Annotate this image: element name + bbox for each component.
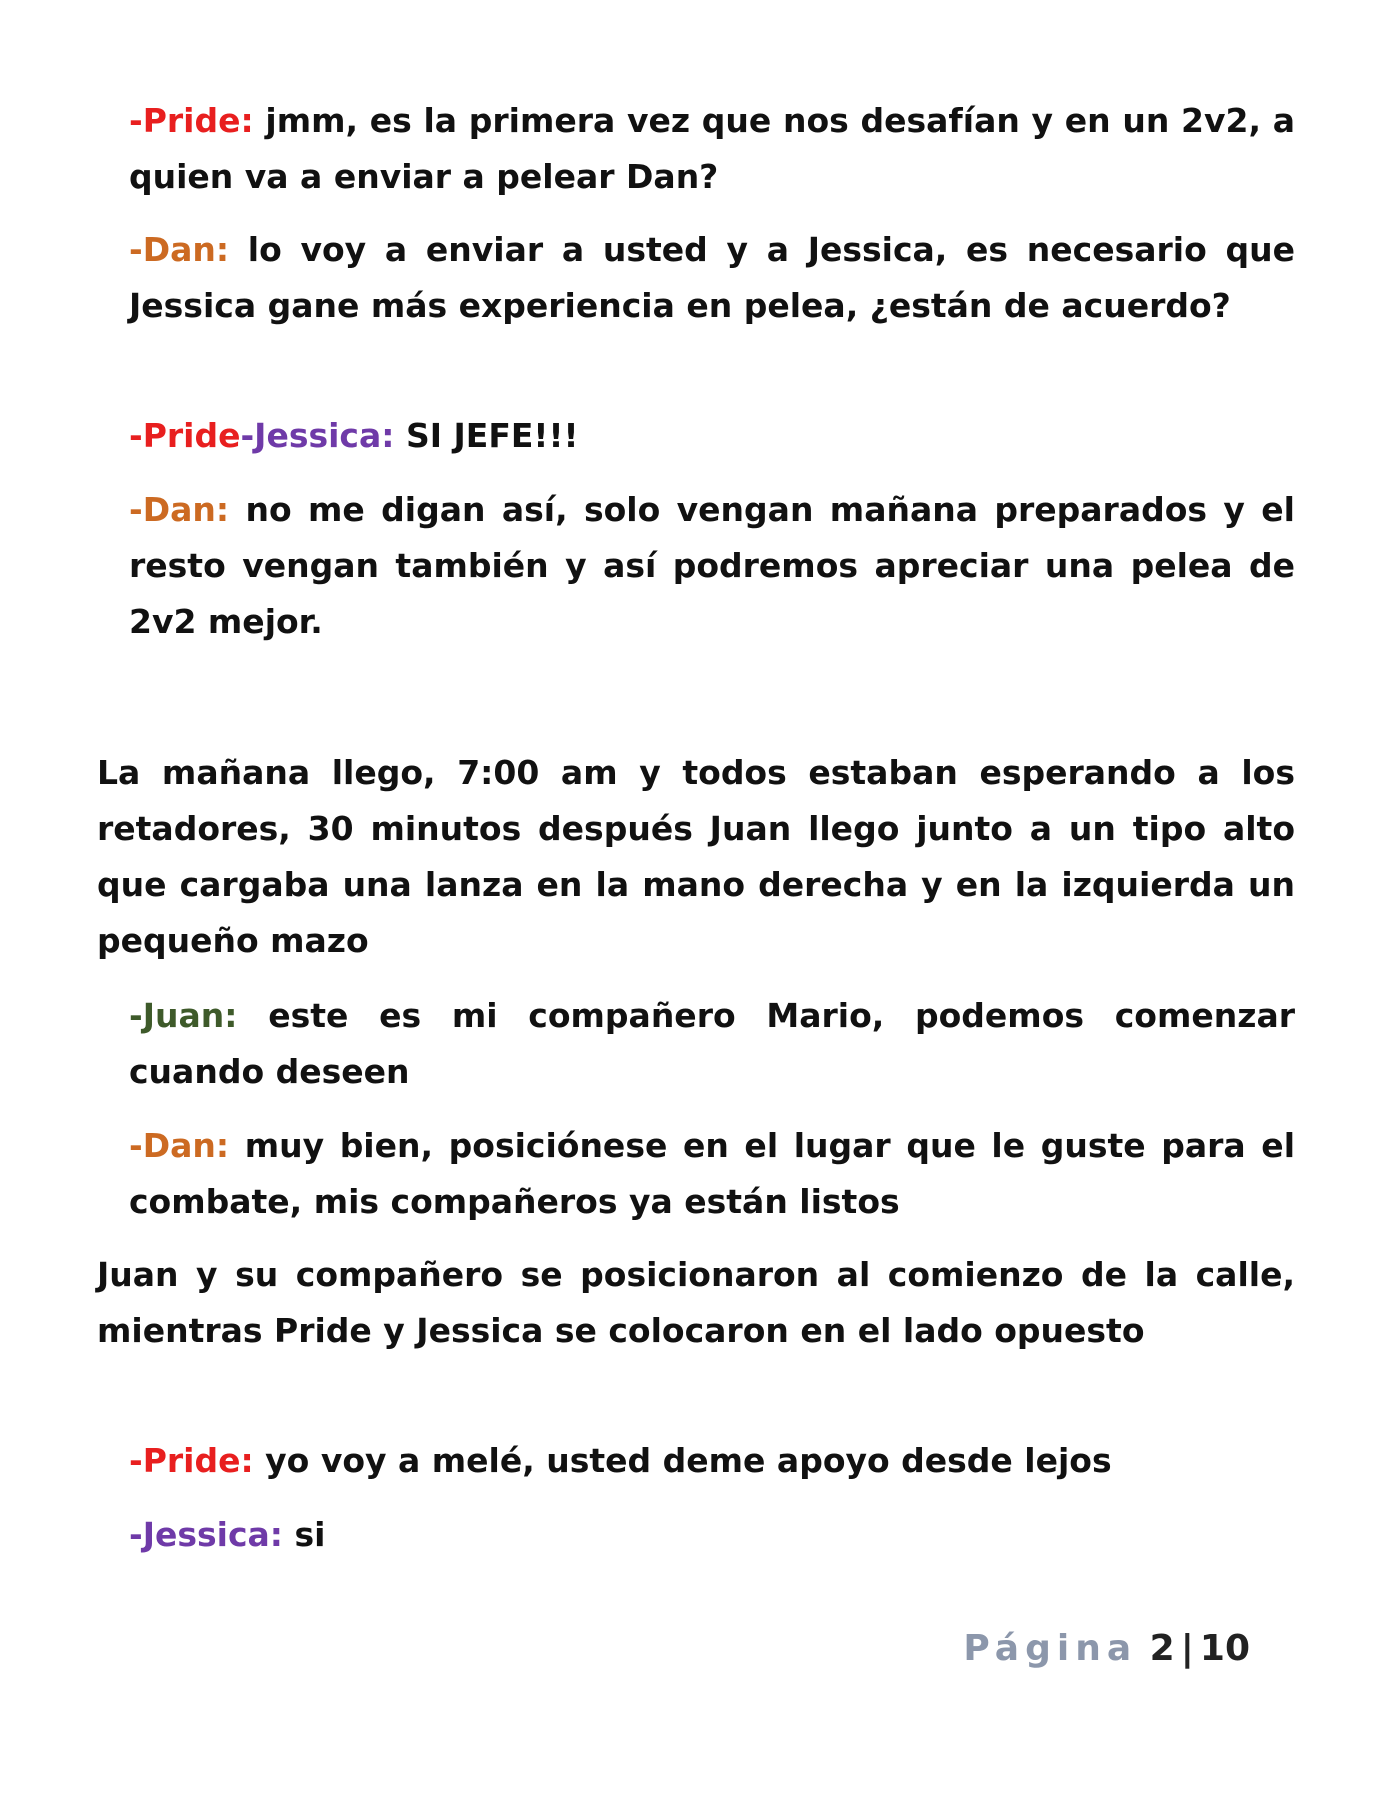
dialogue-text: este es mi compañero Mario, podemos comenzar cuando deseen: [129, 996, 1295, 1091]
dialogue-line-jessica: [129, 1507, 1295, 1563]
dialogue-text: no me digan así, solo vengan mañana preparados y el resto vengan también y así podremos apreciar una pelea de 2v2 mejor.: [129, 490, 1295, 641]
speaker-jessica: -Jessica:: [240, 416, 395, 455]
speaker-jessica: -Jessica:: [129, 1515, 283, 1554]
dialogue-text: yo voy a melé, usted deme apoyo desde lejos: [265, 1441, 1112, 1480]
narration-paragraph-2: [97, 1247, 1295, 1359]
page-separator: |: [1180, 1628, 1194, 1669]
dialogue-text: lo voy a enviar a usted y a Jessica, es necesario que Jessica gane más experiencia en pelea, ¿están de acuerdo?: [129, 230, 1295, 325]
dialogue-line-pride-2: [129, 1433, 1295, 1489]
dialogue-line-juan: [129, 988, 1295, 1100]
narration-text: Juan y su compañero se posicionaron al comienzo de la calle, mientras Pride y Jessica se colocaron en el lado opuesto: [97, 1255, 1295, 1350]
dialogue-text: jmm, es la primera vez que nos desafían y en un 2v2, a quien va a enviar a pelear Dan?: [129, 101, 1295, 196]
narration-paragraph-1: [97, 745, 1295, 969]
speaker-dan: -Dan:: [129, 1126, 230, 1165]
speaker-dan: -Dan:: [129, 490, 230, 529]
dialogue-line-pride-jessica: [129, 408, 1295, 464]
speaker-dan: -Dan:: [129, 230, 230, 269]
dialogue-line-dan-3: [129, 1118, 1295, 1230]
page-label: Página: [963, 1628, 1138, 1669]
dialogue-text: SI JEFE!!!: [405, 416, 579, 455]
dialogue-line-dan-1: [129, 222, 1295, 334]
speaker-juan: -Juan:: [129, 996, 238, 1035]
dialogue-text: si: [294, 1515, 326, 1554]
dialogue-line-dan-2: [129, 482, 1295, 650]
page-footer: [963, 1628, 1250, 1669]
page-number: 2: [1149, 1628, 1175, 1669]
speaker-pride: -Pride:: [129, 1441, 254, 1480]
speaker-pride: -Pride: [129, 416, 241, 455]
page-total: 10: [1199, 1628, 1250, 1669]
speaker-pride: -Pride:: [129, 101, 254, 140]
dialogue-line-pride-1: [129, 93, 1295, 205]
dialogue-text: muy bien, posiciónese en el lugar que le guste para el combate, mis compañeros ya están listos: [129, 1126, 1296, 1221]
narration-text: La mañana llego, 7:00 am y todos estaban esperando a los retadores, 30 minutos después Juan llego junto a un tipo alto que cargaba una lanza en la mano derecha y en la izquierda un pequeño mazo: [97, 753, 1295, 960]
